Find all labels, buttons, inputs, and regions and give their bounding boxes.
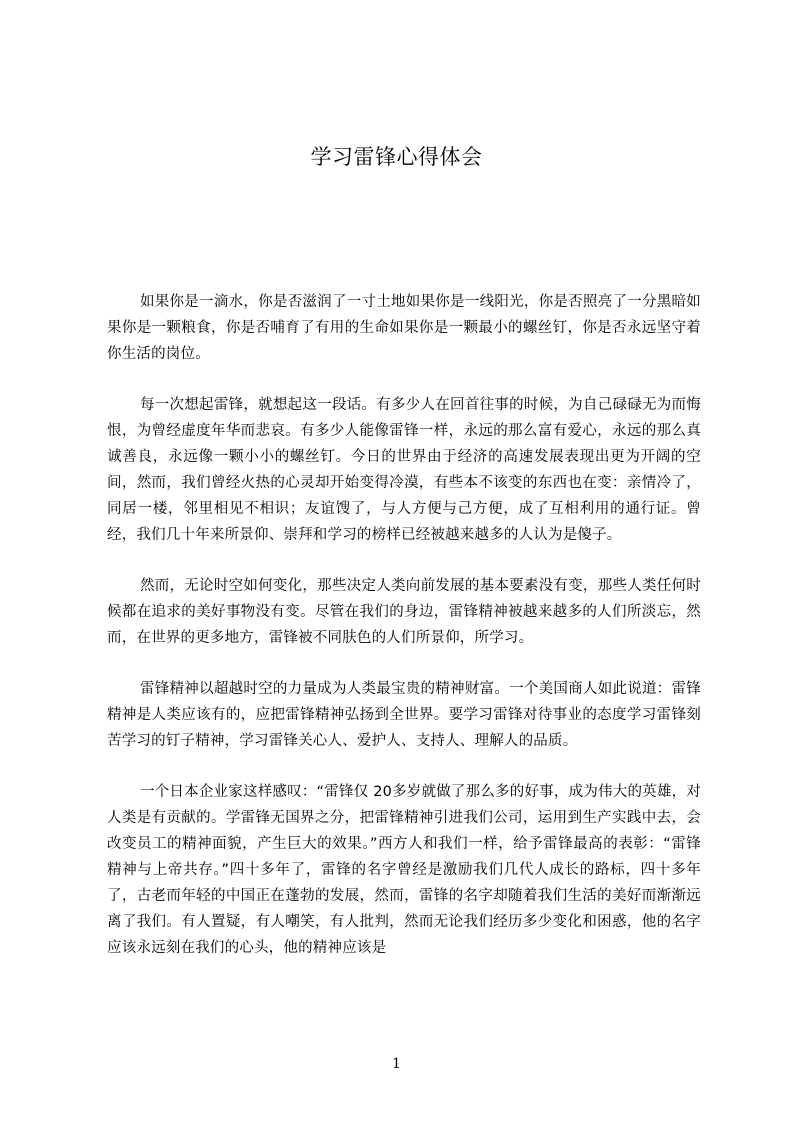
- paragraph: 一个日本企业家这样感叹：“雷锋仅 20多岁就做了那么多的好事，成为伟大的英雄，对人类是有贡献的。学雷锋无国界之分，把雷锋精神引进我们公司，运用到生产实践中去，会改变员工的精神面貌，产生巨大的效果。”西方人和我们一样，给予雷锋最高的表彰：“雷锋精神与上帝共存。”四十多年了，雷锋的名字曾经是激励我们几代人成长的路标，四十多年了，古老而年轻的中国正在蓬勃的发展，然而，雷锋的名字却随着我们生活的美好而渐渐远离了我们。有人置疑，有人嘲笑，有人批判，然而无论我们经历多少变化和困惑，他的名字应该永远刻在我们的心头，他的精神应该是: [107, 784, 701, 956]
- paragraph: 如果你是一滴水，你是否滋润了一寸土地如果你是一线阳光，你是否照亮了一分黑暗如果你是一颗粮食，你是否哺育了有用的生命如果你是一颗最小的螺丝钉，你是否永远坚守着你生活的岗位。: [107, 294, 701, 362]
- document-body: [107, 289, 701, 986]
- document-title: 学习雷锋心得体会: [310, 145, 483, 169]
- paragraph: 然而，无论时空如何变化，那些决定人类向前发展的基本要素没有变，那些人类任何时候都在追求的美好事物没有变。尽管在我们的身边，雷锋精神被越来越多的人们所淡忘，然而，在世界的更多地方，雷锋被不同肤色的人们所景仰，所学习。: [107, 578, 701, 646]
- paragraph: 雷锋精神以超越时空的力量成为人类最宝贵的精神财富。一个美国商人如此说道：雷锋精神是人类应该有的，应把雷锋精神弘扬到全世界。要学习雷锋对待事业的态度学习雷锋刻苦学习的钉子精神，学习雷锋关心人、爱护人、支持人、理解人的品质。: [107, 681, 701, 749]
- page-number: 1: [392, 1056, 401, 1072]
- paragraph: 每一次想起雷锋，就想起这一段话。有多少人在回首往事的时候，为自己碌碌无为而悔恨，为曾经虚度年华而悲哀。有多少人能像雷锋一样，永远的那么富有爱心，永远的那么真诚善良，永远像一颗小小的螺丝钉。今日的世界由于经济的高速发展表现出更为开阔的空间，然而，我们曾经火热的心灵却开始变得冷漠，有些本不该变的东西也在变：亲情冷了，同居一楼，邻里相见不相识；友谊馊了，与人方便与己方便，成了互相利用的通行证。曾经，我们几十年来所景仰、崇拜和学习的榜样已经被越来越多的人认为是傻子。: [107, 397, 701, 543]
